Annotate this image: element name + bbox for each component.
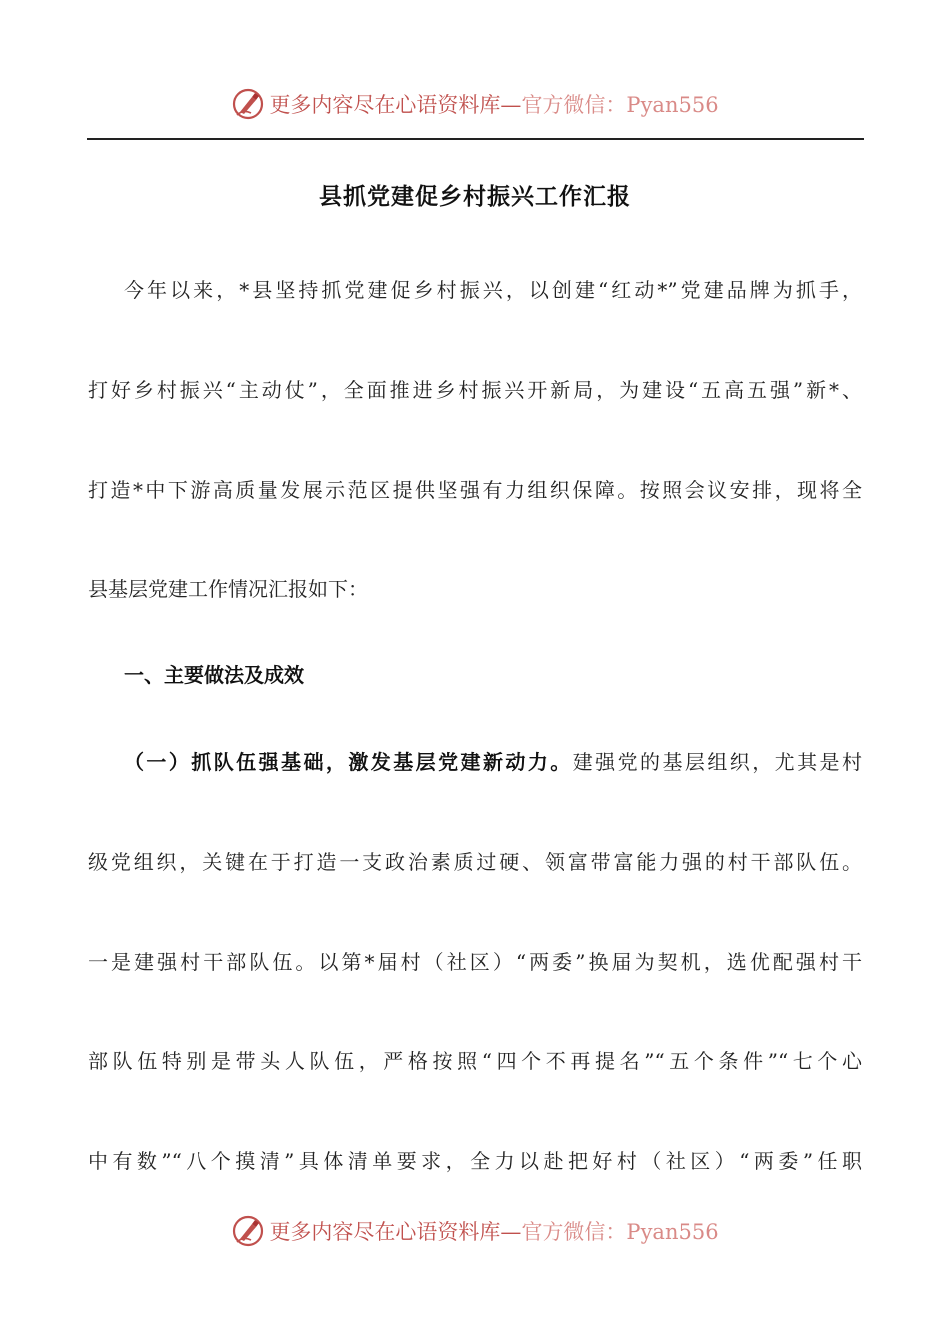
footer-banner	[0, 1211, 950, 1251]
intro-line-4: 县基层党建工作情况汇报如下：	[88, 577, 368, 601]
subsection-1-heading: （一）抓队伍强基础，激发基层党建新动力。	[124, 750, 573, 774]
subsection-1-text: 建强党的基层组织，尤其是村	[572, 750, 862, 774]
document-title: 县抓党建促乡村振兴工作汇报	[319, 183, 631, 210]
section-1-heading: 一、主要做法及成效	[124, 663, 304, 687]
footer-banner-text: 更多内容尽在心语资料库—官方微信：Pyan556	[269, 1220, 719, 1244]
intro-line-2: 打好乡村振兴“主动仗”，全面推进乡村振兴开新局，为建设“五高五强”新*、	[88, 378, 862, 402]
header-divider	[87, 138, 864, 140]
body-line-4: 中有数”“八个摸清”具体清单要求，全力以赴把好村（社区）“两委”任职	[88, 1149, 862, 1173]
pen-logo-icon	[231, 1214, 265, 1248]
intro-line-1: 今年以来，*县坚持抓党建促乡村振兴，以创建“红动*”党建品牌为抓手，	[124, 278, 862, 302]
body-line-2: 一是建强村干部队伍。以第*届村（社区）“两委”换届为契机，选优配强村干	[88, 950, 862, 974]
pen-logo-icon	[231, 87, 265, 121]
body-line-3: 部队伍特别是带头人队伍，严格按照“四个不再提名”“五个条件”“七个心	[88, 1049, 862, 1073]
header-banner-text: 更多内容尽在心语资料库—官方微信：Pyan556	[269, 93, 719, 117]
body-line-1: 级党组织，关键在于打造一支政治素质过硬、领富带富能力强的村干部队伍。	[88, 850, 862, 874]
subsection-1-line	[124, 746, 862, 775]
intro-line-3: 打造*中下游高质量发展示范区提供坚强有力组织保障。按照会议安排，现将全	[88, 478, 862, 502]
header-banner	[0, 84, 950, 124]
